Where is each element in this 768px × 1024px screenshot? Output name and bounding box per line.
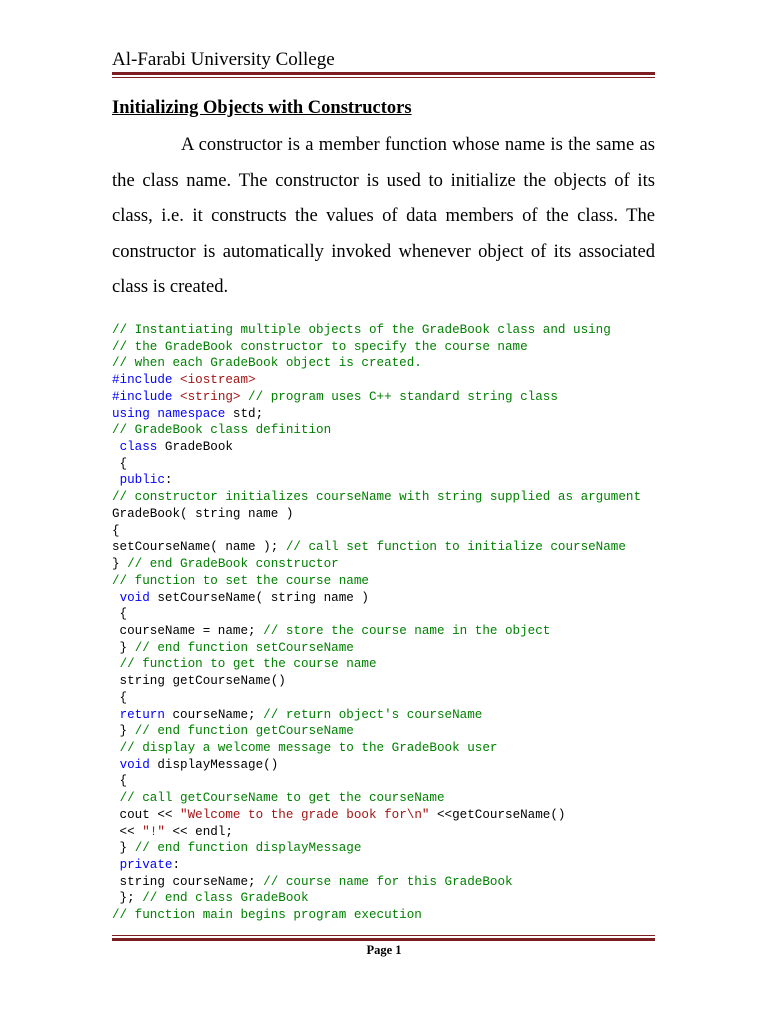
code-token: courseName; — [172, 707, 264, 722]
code-token: } — [112, 640, 135, 655]
code-line — [112, 355, 672, 372]
footer-rule-thin — [112, 935, 655, 936]
code-line — [112, 807, 672, 824]
code-token: << — [112, 824, 143, 839]
page-number: Page 1 — [366, 943, 402, 957]
code-token: <iostream> — [180, 373, 256, 388]
code-line — [112, 890, 672, 907]
code-token: using namespace — [112, 406, 233, 421]
code-token: setCourseName( name ); — [112, 540, 286, 555]
header-title: Al-Farabi University College — [112, 49, 335, 70]
code-line — [112, 640, 672, 657]
code-token: <string> — [180, 389, 241, 404]
code-token — [112, 657, 120, 671]
code-token: { — [112, 456, 128, 471]
code-token: GradeBook — [164, 440, 233, 455]
code-token: // function to set the course name — [112, 573, 369, 588]
code-token: // end GradeBook constructor — [127, 557, 339, 572]
code-line — [112, 840, 672, 857]
code-line — [112, 489, 672, 506]
code-token: return — [119, 707, 173, 722]
code-line — [112, 707, 672, 724]
code-line — [112, 757, 672, 774]
code-token: } — [112, 557, 128, 572]
code-token: }; — [112, 891, 143, 906]
code-token — [112, 591, 120, 605]
code-token: void — [119, 757, 158, 772]
code-token: // Instantiating multiple objects of the GradeBook class and using — [112, 323, 611, 337]
code-token: // call set function to initialize courseName — [285, 540, 626, 555]
code-token: // end function getCourseName — [134, 724, 354, 739]
code-line — [112, 422, 672, 439]
code-token: // call getCourseName to get the courseName — [119, 791, 445, 806]
header-rule-thin — [112, 77, 655, 78]
code-line — [112, 406, 672, 423]
code-token: #include — [112, 373, 181, 388]
code-line — [112, 439, 672, 456]
header-rule-thick — [112, 72, 655, 75]
code-token: std; — [232, 406, 264, 421]
code-line — [112, 590, 672, 607]
code-line — [112, 673, 672, 690]
code-token: public — [119, 473, 165, 488]
code-token — [112, 758, 120, 772]
code-token: setCourseName( string name ) — [157, 590, 369, 605]
code-token — [112, 440, 120, 454]
code-token: // display a welcome message to the GradeBook user — [119, 740, 498, 755]
code-token: // return object's courseName — [263, 707, 483, 722]
code-token: // end class GradeBook — [142, 891, 309, 906]
code-line — [112, 456, 672, 473]
code-token: // GradeBook class definition — [112, 423, 332, 438]
code-token: : — [164, 473, 173, 488]
code-line — [112, 790, 672, 807]
code-token: <<getCourseName() — [429, 807, 566, 822]
code-token: void — [119, 590, 158, 605]
code-token: // function main begins program execution — [112, 908, 422, 923]
footer-rule-thick — [112, 938, 655, 941]
code-line — [112, 773, 672, 790]
code-token: } — [112, 841, 135, 856]
code-token — [112, 708, 120, 722]
code-token: // end function setCourseName — [134, 640, 354, 655]
code-line — [112, 556, 672, 573]
code-token: "!" — [142, 824, 165, 839]
code-token: { — [112, 523, 120, 538]
code-token: // the GradeBook constructor to specify the course name — [112, 339, 528, 354]
code-token — [112, 791, 120, 805]
code-block — [112, 322, 672, 924]
code-token: cout << — [112, 807, 181, 822]
code-line — [112, 723, 672, 740]
body-paragraph: A constructor is a member function whose name is the same as the class name. The constructor is used to initialize the objects of its class, i.e. it constructs the values of data members of the class. The constructor is automatically invoked whenever object of its associated class is created. — [112, 134, 655, 297]
code-line — [112, 623, 672, 640]
code-line — [112, 824, 672, 841]
code-token: { — [112, 774, 128, 789]
code-token: string courseName; — [112, 874, 264, 889]
code-token — [112, 858, 120, 872]
code-line — [112, 907, 672, 924]
code-line — [112, 506, 672, 523]
code-token: // program uses C++ standard string class — [240, 389, 558, 404]
code-line — [112, 573, 672, 590]
code-token: // store the course name in the object — [263, 623, 551, 638]
code-token: { — [112, 607, 128, 622]
code-token: "Welcome to the grade book for\n" — [180, 807, 430, 822]
code-token: << endl; — [164, 824, 233, 839]
code-line — [112, 322, 672, 339]
code-line — [112, 472, 672, 489]
code-token: // end function displayMessage — [134, 841, 362, 856]
code-token: { — [112, 690, 128, 705]
code-token: // when each GradeBook object is created. — [112, 356, 422, 371]
code-token — [112, 741, 120, 755]
code-line — [112, 539, 672, 556]
code-line — [112, 690, 672, 707]
code-line — [112, 857, 672, 874]
code-line — [112, 874, 672, 891]
code-token: private — [119, 858, 173, 872]
code-token: : — [172, 858, 181, 872]
code-line — [112, 389, 672, 406]
code-token: displayMessage() — [157, 757, 279, 772]
code-token: courseName = name; — [112, 623, 264, 638]
code-line — [112, 372, 672, 389]
code-token: #include — [112, 389, 181, 404]
code-token: // function to get the course name — [119, 657, 377, 672]
code-token: class — [119, 440, 165, 455]
code-token: GradeBook( string name ) — [112, 506, 294, 521]
code-token: // course name for this GradeBook — [263, 874, 513, 889]
code-line — [112, 523, 672, 540]
code-token: } — [112, 724, 135, 739]
code-line — [112, 339, 672, 356]
code-token — [112, 473, 120, 487]
code-token: // constructor initializes courseName with string supplied as argument — [112, 490, 642, 505]
code-token: string getCourseName() — [112, 674, 286, 689]
code-line — [112, 740, 672, 757]
code-line — [112, 606, 672, 623]
section-heading: Initializing Objects with Constructors — [112, 98, 412, 118]
code-line — [112, 656, 672, 673]
